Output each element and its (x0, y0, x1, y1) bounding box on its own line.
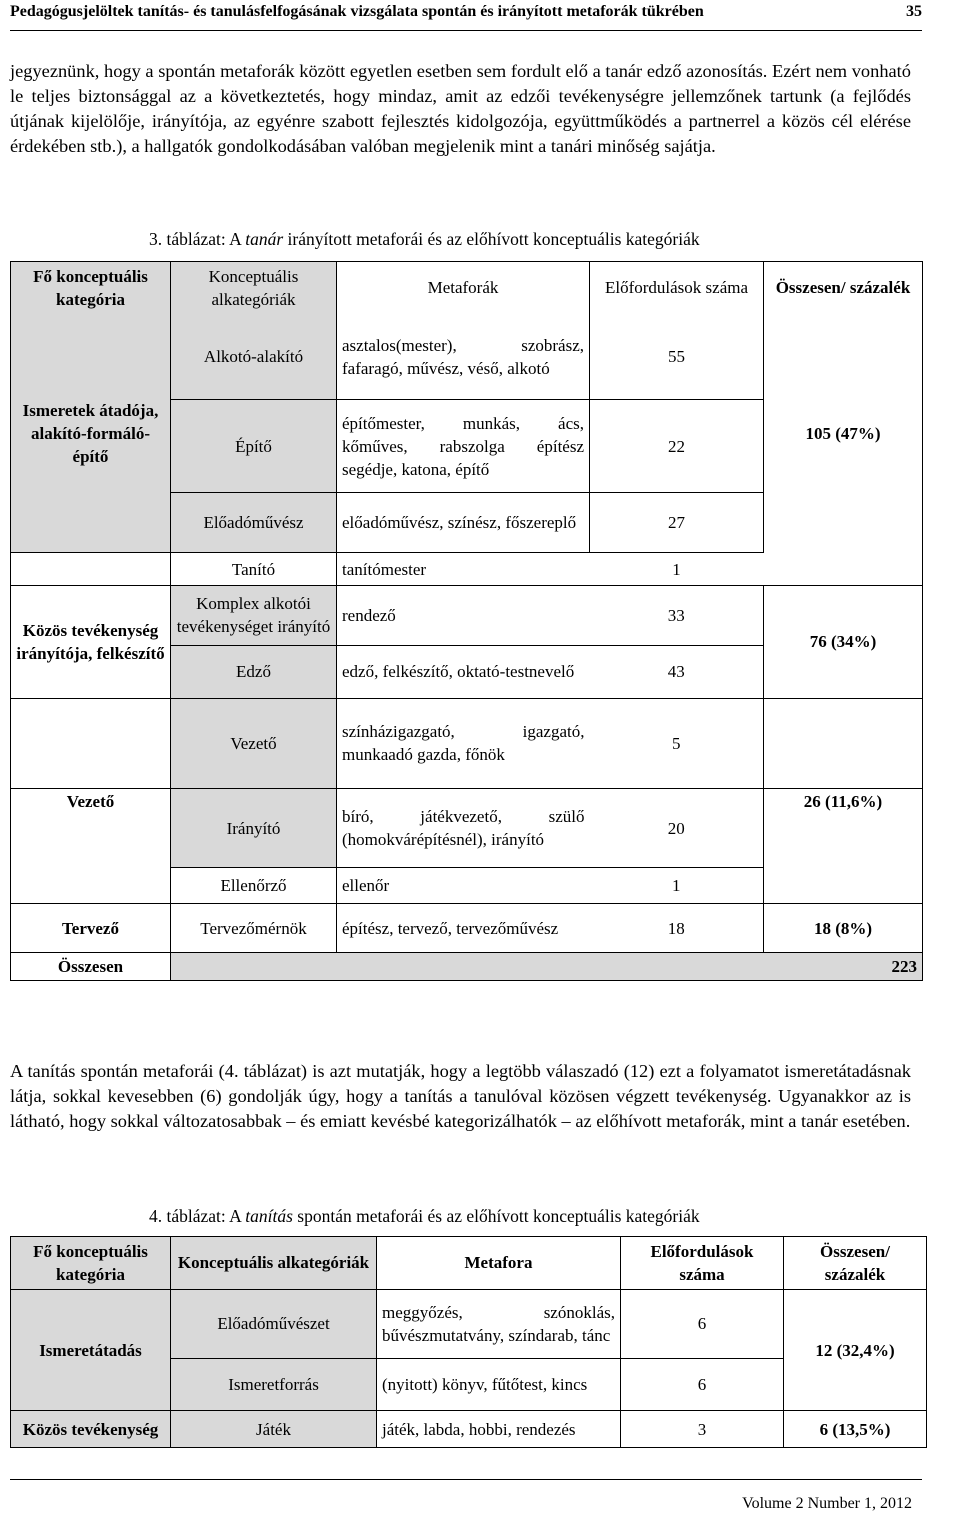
table3 (10, 261, 923, 981)
t3-sum-value: 223 (171, 952, 923, 980)
t4-count: 3 (621, 1411, 784, 1448)
t3-total: 18 (8%) (764, 904, 923, 952)
t3-count: 5 (590, 698, 764, 789)
t4-main-category: Közös tevékenység (11, 1411, 171, 1448)
t4-count: 6 (621, 1358, 784, 1411)
t3-total: 26 (11,6%) (764, 789, 923, 904)
t3-subcategory: Ellenőrző (171, 868, 337, 904)
t3-metaphors: edző, felkészítő, oktató-testnevelő (337, 646, 590, 698)
body-paragraph-2: A tanítás spontán metaforái (4. táblázat) is azt mutatják, hogy a legtöbb válaszadó (12) ezt a folyamatot ismeretátadásnak látja, sokkal kevesebben (6) gondolják úgy, hogy a tanítás a tanulóval közösen végzett tevékenység. Ugyanakkor az is látható, hogy sokkal változatosabbak – és emiatt kevésbé kategorizálhatók – az előhívott metaforák, mint a tanár esetében. (10, 1061, 911, 1131)
t3-sum-label: Összesen (11, 952, 171, 980)
t4-subcategory: Előadóművészet (171, 1289, 377, 1358)
t3-total: 76 (34%) (764, 585, 923, 698)
t3-count: 20 (590, 789, 764, 868)
t3-count: 1 (590, 868, 764, 904)
table3-caption-post: irányított metaforái és az előhívott konceptuális kategóriák (283, 229, 700, 249)
t3-header-total: Összesen/ százalék (764, 262, 923, 314)
t3-metaphors: ellenőr (337, 868, 590, 904)
t3-gap-cell (764, 553, 923, 585)
t4-header-main: Fő konceptuális kategória (11, 1237, 171, 1290)
t3-main-category: Tervező (11, 904, 171, 952)
t3-count: 22 (590, 400, 764, 493)
t4-count: 6 (621, 1289, 784, 1358)
t4-main-category: Ismeretátadás (11, 1289, 171, 1411)
t3-main-category: Közös tevékenység irányítója, felkészítő (11, 585, 171, 698)
table4-caption (149, 1206, 700, 1227)
t3-metaphors: tanítómester (337, 553, 590, 585)
t3-metaphors: asztalos(mester), szobrász, fafaragó, művész, véső, alkotó (342, 335, 584, 378)
t3-subcategory: Tanító (171, 553, 337, 585)
footer-issue: Volume 2 Number 1, 2012 (742, 1495, 912, 1512)
body-paragraph-1: jegyeznünk, hogy a spontán metaforák között egyetlen esetben sem fordult elő a tanár edző azonosítás. Ezért nem vonható le teljes biztonsággal az a következtetés, hogy mindaz, amit az edzői tevékenységre jellemzőnek tartunk (a fejlődés útjának kijelölője, irányítója, az egyénre szabott fejlesztés kidolgozója, együttműködés a partnerrel a közös cél elérése érdekében stb.), a hallgatók gondolkodásában valóban megjelenik mint a tanári minőség sajátja. (10, 61, 911, 156)
t3-gap-cell (11, 698, 171, 789)
table3-caption (149, 229, 700, 250)
t3-count: 18 (590, 904, 764, 952)
t3-count: 43 (590, 646, 764, 698)
table4-caption-post: spontán metaforái és az előhívott konceptuális kategóriák (292, 1206, 700, 1226)
t3-metaphors: rendező (337, 585, 590, 646)
t3-header-main: Fő konceptuális kategória (11, 262, 171, 314)
t3-header-sub: Konceptuális alkategóriák (171, 262, 337, 314)
t3-header-count: Előfordulások száma (590, 262, 764, 314)
t3-subcategory: Tervezőmérnök (171, 904, 337, 952)
t3-subcategory: Előadóművész (171, 492, 337, 553)
t4-header-sub: Konceptuális alkategóriák (171, 1237, 377, 1290)
t3-metaphors: építész, tervező, tervezőművész (337, 904, 590, 952)
t3-count: 27 (590, 492, 764, 553)
t3-total: 105 (47%) (764, 314, 923, 553)
footer-rule (10, 1479, 922, 1480)
t4-metaphors: (nyitott) könyv, fűtőtest, kincs (377, 1358, 621, 1411)
table4-caption-pre: 4. táblázat: A (149, 1206, 246, 1226)
t4-header-total: Összesen/ százalék (784, 1237, 927, 1290)
table3-caption-emphasis: tanár (245, 229, 284, 249)
page-number: 35 (906, 3, 922, 20)
table4-caption-emphasis: tanítás (245, 1206, 293, 1226)
t3-subcategory: Edző (171, 646, 337, 698)
t4-total: 6 (13,5%) (784, 1411, 927, 1448)
t4-header-count: Előfordulások száma (621, 1237, 784, 1290)
t3-subcategory: Alkotó-alakító (171, 314, 337, 400)
t3-gap-cell (764, 698, 923, 789)
running-header (10, 0, 922, 31)
t4-metaphors: meggyőzés, szónoklás, bűvészmutatvány, színdarab, tánc (377, 1289, 621, 1358)
t4-subcategory: Ismeretforrás (171, 1358, 377, 1411)
t3-metaphors: előadóművész, színész, főszereplő (337, 492, 590, 553)
t4-subcategory: Játék (171, 1411, 377, 1448)
t3-subcategory: Komplex alkotói tevékenységet irányító (171, 585, 337, 646)
t3-count: 55 (590, 314, 764, 400)
t3-gap-cell (11, 553, 171, 585)
t3-metaphors: színházigazgató, igazgató, munkaadó gazda, főnök (337, 698, 590, 789)
t3-main-category: Ismeretek átadója, alakító-formáló-építő (11, 314, 171, 553)
t3-subcategory: Építő (171, 400, 337, 493)
t3-subcategory: Irányító (171, 789, 337, 868)
table3-caption-pre: 3. táblázat: A (149, 229, 246, 249)
table4 (10, 1236, 927, 1448)
t3-metaphors: építőmester, munkás, ács, kőműves, rabszolga építész segédje, katona, építő (337, 400, 590, 493)
t4-header-metaphors: Metafora (377, 1237, 621, 1290)
t4-metaphors: játék, labda, hobbi, rendezés (377, 1411, 621, 1448)
t3-count: 33 (590, 585, 764, 646)
t3-subcategory: Vezető (171, 698, 337, 789)
t3-header-metaphors: Metaforák (337, 262, 590, 314)
running-title: Pedagógusjelöltek tanítás- és tanulásfelfogásának vizsgálata spontán és irányított metaforák tükrében (10, 3, 704, 20)
t4-total: 12 (32,4%) (784, 1289, 927, 1411)
t3-main-category: Vezető (11, 789, 171, 904)
t3-count: 1 (590, 553, 764, 585)
t3-metaphors: bíró, játékvezető, szülő (homokvárépítésnél), irányító (337, 789, 590, 868)
